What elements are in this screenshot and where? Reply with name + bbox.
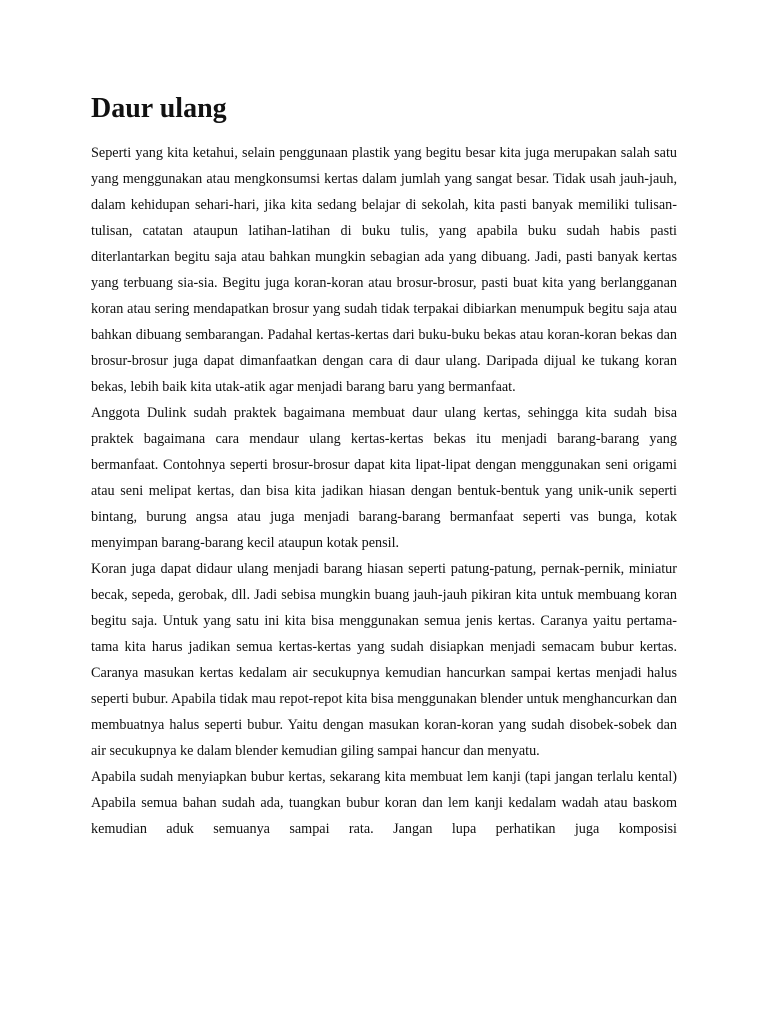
document-page — [91, 88, 677, 842]
paragraph-3: Koran juga dapat didaur ulang menjadi barang hiasan seperti patung-patung, pernak-pernik, miniatur becak, sepeda, gerobak, dll. Jadi sebisa mungkin buang jauh-jauh pikiran kita untuk membuang koran begitu saja. Untuk yang satu ini kita bisa menggunakan semua jenis kertas. Caranya yaitu pertama-tama kita harus jadikan semua kertas-kertas yang sudah disiapkan menjadi semacam bubur kertas. Caranya masukan kertas kedalam air secukupnya kemudian hancurkan sampai kertas menjadi halus seperti bubur. Apabila tidak mau repot-repot kita bisa menggunakan blender untuk menghancurkan dan membuatnya halus seperti bubur. Yaitu dengan masukan koran-koran yang sudah disobek-sobek dan air secukupnya ke dalam blender kemudian giling sampai hancur dan menyatu. — [91, 561, 677, 759]
paragraph-2: Anggota Dulink sudah praktek bagaimana membuat daur ulang kertas, sehingga kita sudah bisa praktek bagaimana cara mendaur ulang kertas-kertas bekas itu menjadi barang-barang yang bermanfaat. Contohnya seperti brosur-brosur dapat kita lipat-lipat dengan menggunakan seni origami atau seni melipat kertas, dan bisa kita jadikan hiasan dengan bentuk-bentuk yang unik-unik seperti bintang, burung angsa atau juga menjadi barang-barang bermanfaat seperti vas bunga, kotak menyimpan barang-barang kecil ataupun kotak pensil. — [91, 405, 677, 551]
paragraph-4: Apabila sudah menyiapkan bubur kertas, sekarang kita membuat lem kanji (tapi jangan terlalu kental) Apabila semua bahan sudah ada, tuangkan bubur koran dan lem kanji kedalam wadah atau baskom kemudian aduk semuanya sampai rata. Jangan lupa perhatikan juga komposisi — [91, 769, 677, 837]
document-title: Daur ulang — [91, 93, 227, 124]
paragraph-1: Seperti yang kita ketahui, selain penggunaan plastik yang begitu besar kita juga merupakan salah satu yang menggunakan atau mengkonsumsi kertas dalam jumlah yang sangat besar. Tidak usah jauh-jauh, dalam kehidupan sehari-hari, jika kita sedang belajar di sekolah, kita pasti banyak memiliki tulisan-tulisan, catatan ataupun latihan-latihan di buku tulis, yang apabila buku sudah habis pasti diterlantarkan begitu saja atau bahkan mungkin sebagian ada yang dibuang. Jadi, pasti banyak kertas yang terbuang sia-sia. Begitu juga koran-koran atau brosur-brosur, pasti buat kita yang berlangganan koran atau sering mendapatkan brosur yang sudah tidak terpakai dibiarkan menumpuk begitu saja atau bahkan dibuang sembarangan. Padahal kertas-kertas dari buku-buku bekas atau koran-koran bekas dan brosur-brosur juga dapat dimanfaatkan dengan cara di daur ulang. Daripada dijual ke tukang koran bekas, lebih baik kita utak-atik agar menjadi barang baru yang bermanfaat. — [91, 145, 677, 395]
